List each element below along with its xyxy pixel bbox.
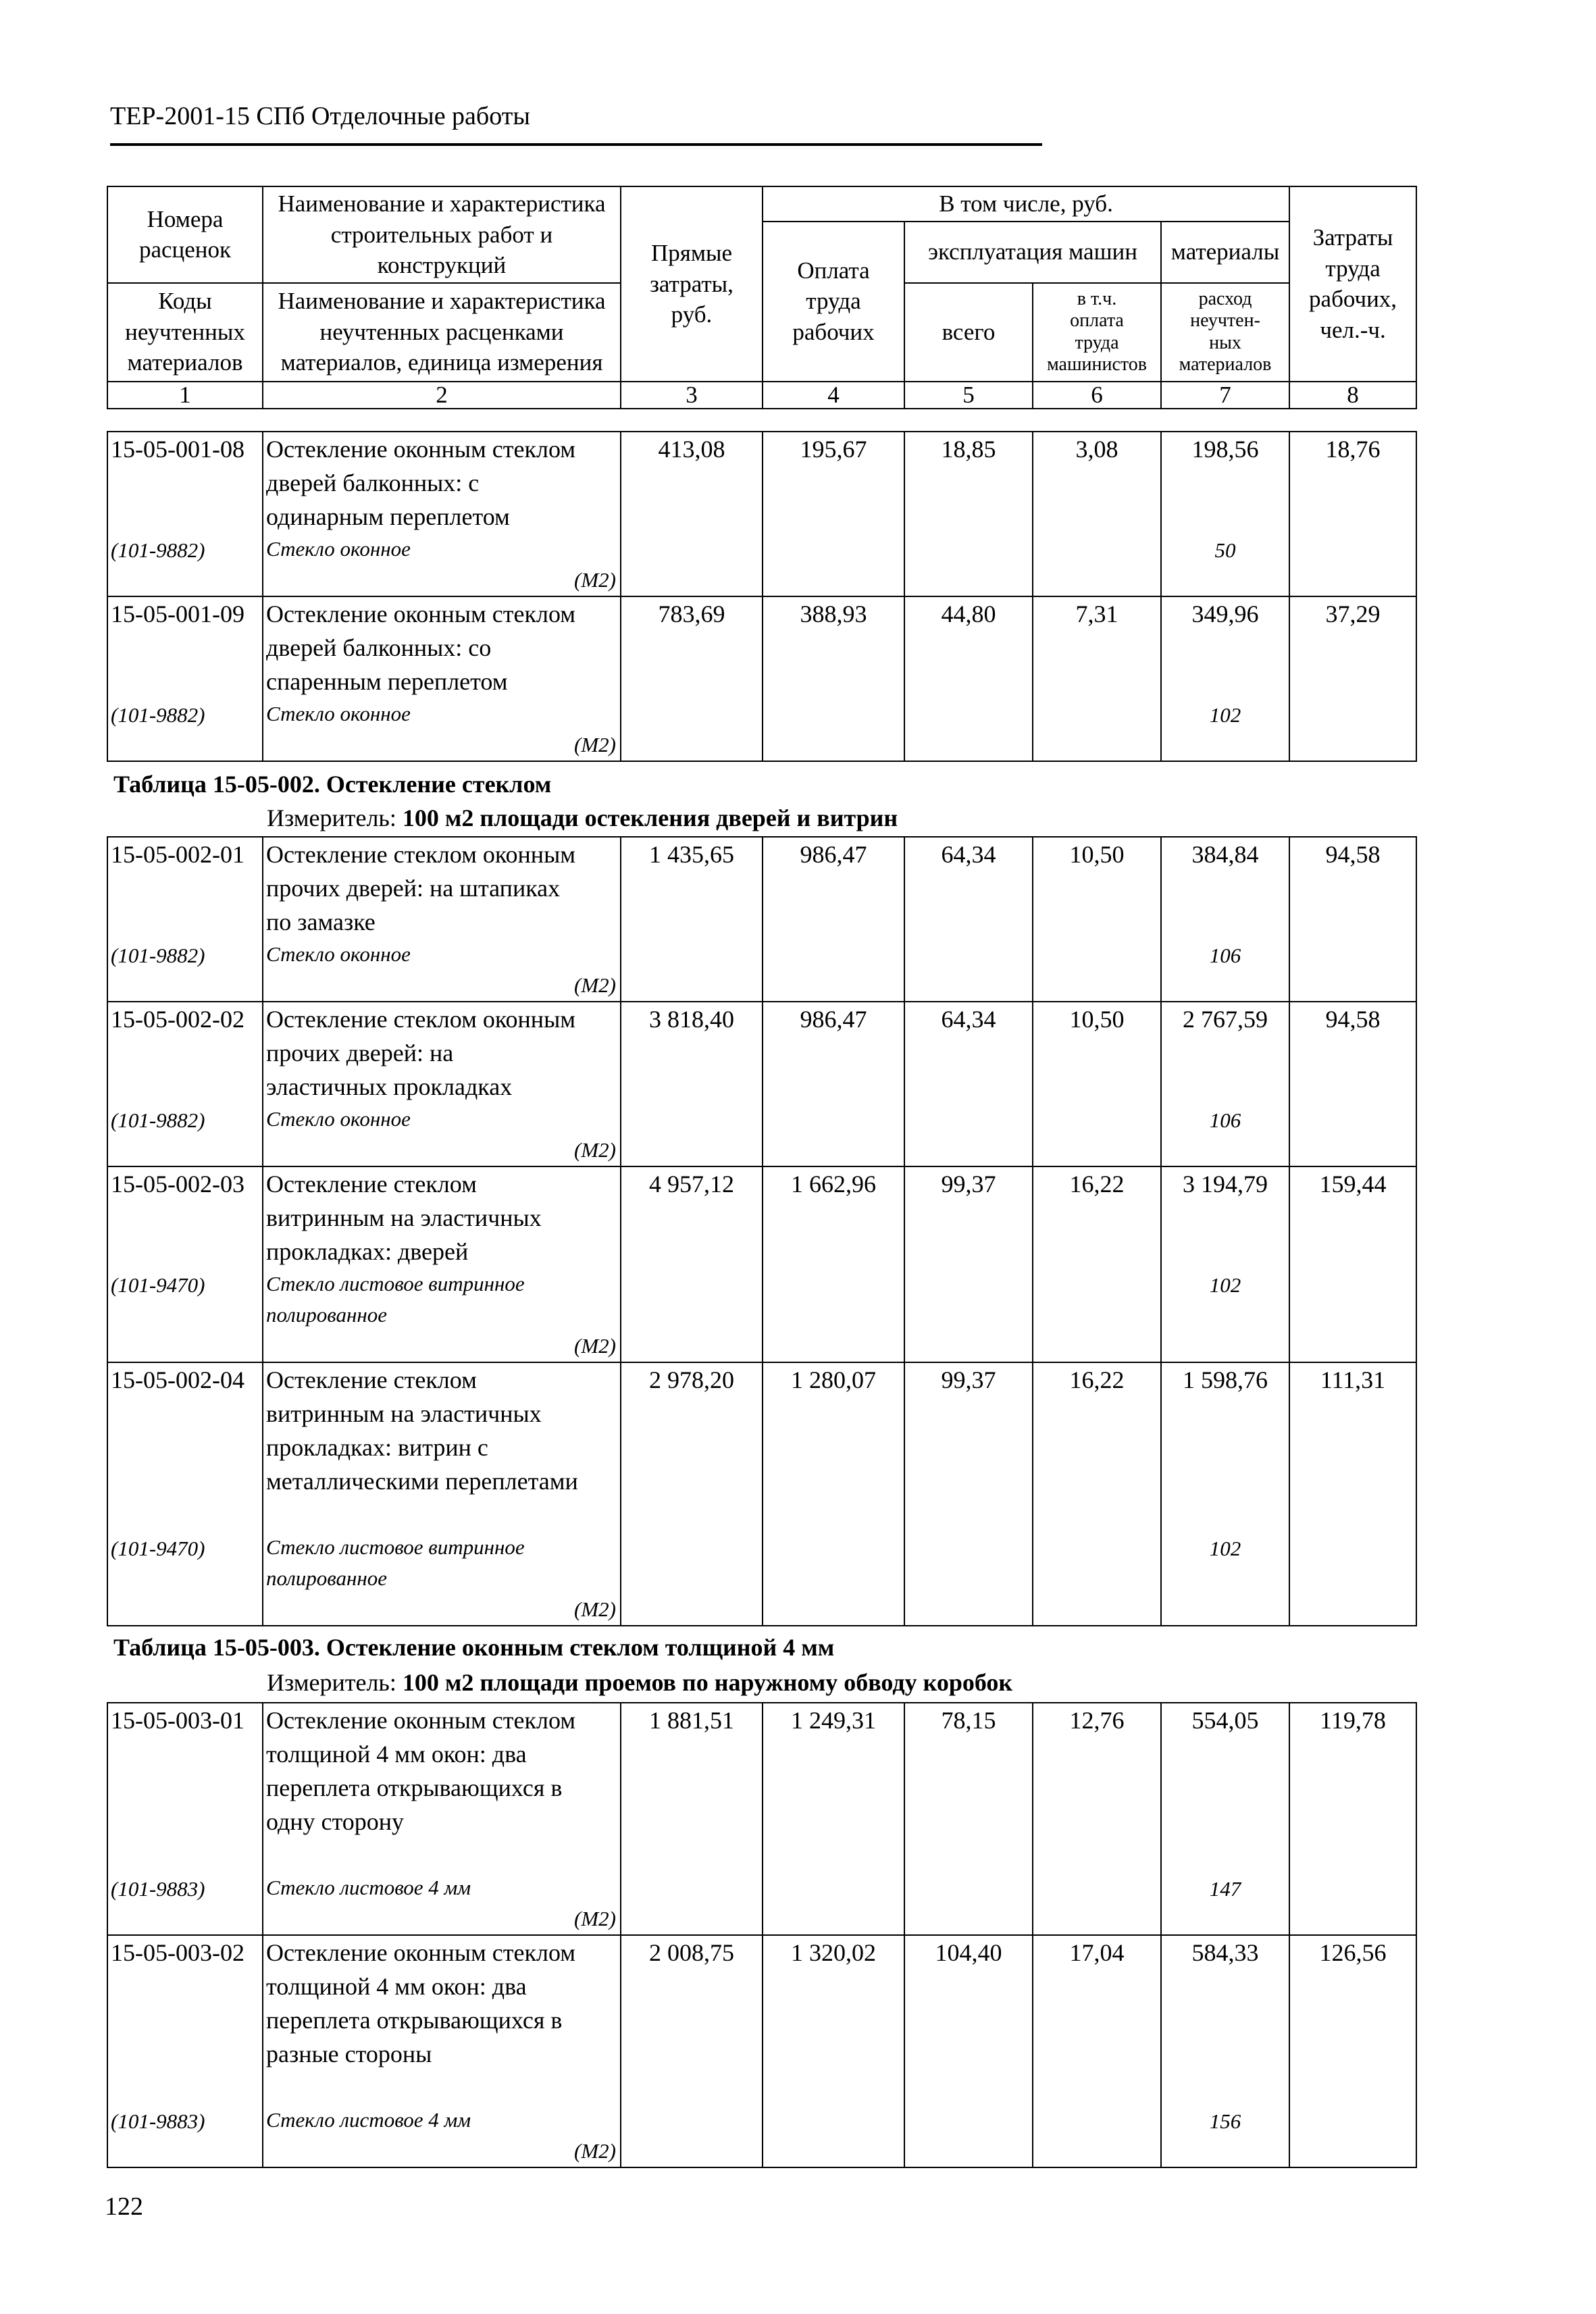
worker-pay: 388,93 bbox=[763, 596, 904, 761]
material-unit: (М2) bbox=[574, 733, 616, 756]
header-material-codes: Коды неучтенных материалов bbox=[107, 283, 263, 382]
labor-hours: 126,56 bbox=[1289, 1935, 1416, 2167]
rate-name: Остекление стеклом оконным прочих дверей: на штапиках по замазке bbox=[266, 841, 576, 935]
material-quantity: 102 bbox=[1209, 1273, 1241, 1297]
table-meter: Измеритель: 100 м2 площади остекления дверей и витрин bbox=[267, 804, 898, 831]
material-unit: (М2) bbox=[574, 1907, 616, 1930]
material-unit: (М2) bbox=[574, 1597, 616, 1621]
machinist-pay: 10,50 bbox=[1033, 837, 1161, 1002]
header-material-names: Наименование и характеристика неучтенных расценками материалов, единица измерения bbox=[263, 283, 621, 382]
worker-pay: 1 320,02 bbox=[763, 1935, 904, 2167]
material-unit: (М2) bbox=[574, 2139, 616, 2163]
table-row bbox=[107, 1935, 1416, 2167]
header-worker-pay: Оплата труда рабочих bbox=[763, 222, 904, 382]
labor-hours: 159,44 bbox=[1289, 1166, 1416, 1362]
header-unaccounted-materials: расход неучтен- ных материалов bbox=[1161, 283, 1289, 382]
labor-hours: 119,78 bbox=[1289, 1703, 1416, 1935]
direct-costs: 1 881,51 bbox=[621, 1703, 763, 1935]
direct-costs: 1 435,65 bbox=[621, 837, 763, 1002]
material-quantity: 102 bbox=[1209, 703, 1241, 727]
column-number: 3 bbox=[621, 382, 763, 409]
table-caption: Таблица 15-05-002. Остекление стеклом bbox=[113, 771, 552, 798]
rate-name: Остекление оконным стеклом толщиной 4 мм окон: два переплета открывающихся в разные стороны bbox=[266, 1939, 576, 2067]
material-quantity: 102 bbox=[1209, 1537, 1241, 1560]
machines-total: 18,85 bbox=[904, 432, 1033, 596]
direct-costs: 2 978,20 bbox=[621, 1362, 763, 1626]
material-code: (101-9882) bbox=[111, 703, 205, 727]
labor-hours: 111,31 bbox=[1289, 1362, 1416, 1626]
header-machinist-pay: в т.ч. оплата труда машинистов bbox=[1033, 283, 1161, 382]
table-row bbox=[107, 1703, 1416, 1935]
material-unit: (М2) bbox=[574, 1138, 616, 1162]
worker-pay: 986,47 bbox=[763, 1002, 904, 1166]
table-row bbox=[107, 1166, 1416, 1362]
worker-pay: 1 280,07 bbox=[763, 1362, 904, 1626]
worker-pay: 986,47 bbox=[763, 837, 904, 1002]
machinist-pay: 12,76 bbox=[1033, 1703, 1161, 1935]
column-number: 6 bbox=[1033, 382, 1161, 409]
rate-name: Остекление стеклом оконным прочих дверей: на эластичных прокладках bbox=[266, 1006, 576, 1100]
column-number: 2 bbox=[263, 382, 621, 409]
materials-cost: 384,84 bbox=[1191, 841, 1259, 868]
page-number: 122 bbox=[105, 2192, 143, 2221]
rate-name: Остекление оконным стеклом дверей балконных: с одинарным переплетом bbox=[266, 436, 576, 530]
rate-code: 15-05-003-01 bbox=[111, 1707, 244, 1734]
material-code: (101-9470) bbox=[111, 1273, 205, 1297]
material-code: (101-9470) bbox=[111, 1537, 205, 1560]
rate-code: 15-05-001-09 bbox=[111, 600, 244, 627]
rate-code: 15-05-001-08 bbox=[111, 436, 244, 463]
rate-code: 15-05-003-02 bbox=[111, 1939, 244, 1966]
worker-pay: 1 249,31 bbox=[763, 1703, 904, 1935]
machinist-pay: 3,08 bbox=[1033, 432, 1161, 596]
column-number: 1 bbox=[107, 382, 263, 409]
material-name: Стекло листовое витринное полированное bbox=[266, 1535, 525, 1590]
material-code: (101-9882) bbox=[111, 538, 205, 562]
header-labor-hours: Затраты труда рабочих, чел.-ч. bbox=[1289, 186, 1416, 382]
materials-cost: 584,33 bbox=[1191, 1939, 1259, 1966]
direct-costs: 783,69 bbox=[621, 596, 763, 761]
rate-code: 15-05-002-02 bbox=[111, 1006, 244, 1033]
table-row bbox=[107, 1362, 1416, 1626]
table-row bbox=[107, 432, 1416, 596]
table-caption: Таблица 15-05-003. Остекление оконным стеклом толщиной 4 мм bbox=[113, 1634, 835, 1661]
table-meter: Измеритель: 100 м2 площади проемов по наружному обводу коробок bbox=[267, 1669, 1013, 1696]
header-materials: материалы bbox=[1161, 222, 1289, 283]
table-header bbox=[107, 186, 1417, 409]
material-unit: (М2) bbox=[574, 973, 616, 997]
direct-costs: 413,08 bbox=[621, 432, 763, 596]
machinist-pay: 10,50 bbox=[1033, 1002, 1161, 1166]
table-row bbox=[107, 1002, 1416, 1166]
material-name: Стекло листовое 4 мм bbox=[266, 1876, 471, 1899]
machines-total: 64,34 bbox=[904, 1002, 1033, 1166]
material-unit: (М2) bbox=[574, 1334, 616, 1358]
machinist-pay: 16,22 bbox=[1033, 1166, 1161, 1362]
machines-total: 78,15 bbox=[904, 1703, 1033, 1935]
machines-total: 99,37 bbox=[904, 1166, 1033, 1362]
column-number: 8 bbox=[1289, 382, 1416, 409]
machines-total: 64,34 bbox=[904, 837, 1033, 1002]
material-code: (101-9882) bbox=[111, 1108, 205, 1132]
title-rule bbox=[110, 143, 1042, 146]
labor-hours: 18,76 bbox=[1289, 432, 1416, 596]
materials-cost: 1 598,76 bbox=[1183, 1366, 1268, 1393]
rate-name: Остекление оконным стеклом дверей балконных: со спаренным переплетом bbox=[266, 600, 576, 695]
labor-hours: 94,58 bbox=[1289, 837, 1416, 1002]
rate-code: 15-05-002-03 bbox=[111, 1171, 244, 1198]
rate-name: Остекление стеклом витринным на эластичных прокладках: витрин с металлическими переплетами bbox=[266, 1366, 578, 1495]
rate-code: 15-05-002-04 bbox=[111, 1366, 244, 1393]
materials-cost: 2 767,59 bbox=[1183, 1006, 1268, 1033]
machines-total: 104,40 bbox=[904, 1935, 1033, 2167]
header-rate-number: Номера расценок bbox=[107, 186, 263, 283]
materials-cost: 3 194,79 bbox=[1183, 1171, 1268, 1198]
materials-cost: 349,96 bbox=[1191, 600, 1259, 627]
header-work-name: Наименование и характеристика строительных работ и конструкций bbox=[263, 186, 621, 283]
materials-cost: 554,05 bbox=[1191, 1707, 1259, 1734]
table-row bbox=[107, 596, 1416, 761]
material-quantity: 156 bbox=[1209, 2109, 1241, 2133]
material-quantity: 106 bbox=[1209, 944, 1241, 967]
labor-hours: 94,58 bbox=[1289, 1002, 1416, 1166]
material-code: (101-9883) bbox=[111, 1877, 205, 1901]
material-quantity: 106 bbox=[1209, 1108, 1241, 1132]
column-number: 7 bbox=[1161, 382, 1289, 409]
material-name: Стекло оконное bbox=[266, 1107, 411, 1131]
running-title: ТЕР-2001-15 СПб Отделочные работы bbox=[110, 102, 530, 130]
rates-table-15-05-002 bbox=[107, 836, 1417, 1626]
machines-total: 99,37 bbox=[904, 1362, 1033, 1626]
column-number: 4 bbox=[763, 382, 904, 409]
column-number: 5 bbox=[904, 382, 1033, 409]
table-row bbox=[107, 837, 1416, 1002]
material-quantity: 147 bbox=[1209, 1877, 1241, 1901]
material-code: (101-9883) bbox=[111, 2109, 205, 2133]
machinist-pay: 17,04 bbox=[1033, 1935, 1161, 2167]
machines-total: 44,80 bbox=[904, 596, 1033, 761]
worker-pay: 195,67 bbox=[763, 432, 904, 596]
header-direct-costs: Прямые затраты, руб. bbox=[621, 186, 763, 382]
material-name: Стекло листовое 4 мм bbox=[266, 2108, 471, 2132]
worker-pay: 1 662,96 bbox=[763, 1166, 904, 1362]
labor-hours: 37,29 bbox=[1289, 596, 1416, 761]
header-machines-total: всего bbox=[904, 283, 1033, 382]
material-name: Стекло оконное bbox=[266, 702, 411, 725]
direct-costs: 4 957,12 bbox=[621, 1166, 763, 1362]
rate-name: Остекление стеклом витринным на эластичных прокладках: дверей bbox=[266, 1171, 542, 1265]
material-name: Стекло оконное bbox=[266, 942, 411, 966]
material-name: Стекло листовое витринное полированное bbox=[266, 1272, 525, 1327]
header-group-title: В том числе, руб. bbox=[763, 186, 1289, 222]
rate-code: 15-05-002-01 bbox=[111, 841, 244, 868]
material-quantity: 50 bbox=[1214, 538, 1236, 562]
rate-name: Остекление оконным стеклом толщиной 4 мм окон: два переплета открывающихся в одну сторону bbox=[266, 1707, 576, 1835]
machinist-pay: 16,22 bbox=[1033, 1362, 1161, 1626]
machinist-pay: 7,31 bbox=[1033, 596, 1161, 761]
direct-costs: 3 818,40 bbox=[621, 1002, 763, 1166]
direct-costs: 2 008,75 bbox=[621, 1935, 763, 2167]
material-name: Стекло оконное bbox=[266, 537, 411, 561]
material-code: (101-9882) bbox=[111, 944, 205, 967]
header-machines: эксплуатация машин bbox=[904, 222, 1161, 283]
rates-table-15-05-003 bbox=[107, 1702, 1417, 2168]
materials-cost: 198,56 bbox=[1191, 436, 1259, 463]
rates-table-15-05-001 bbox=[107, 431, 1417, 762]
material-unit: (М2) bbox=[574, 568, 616, 592]
